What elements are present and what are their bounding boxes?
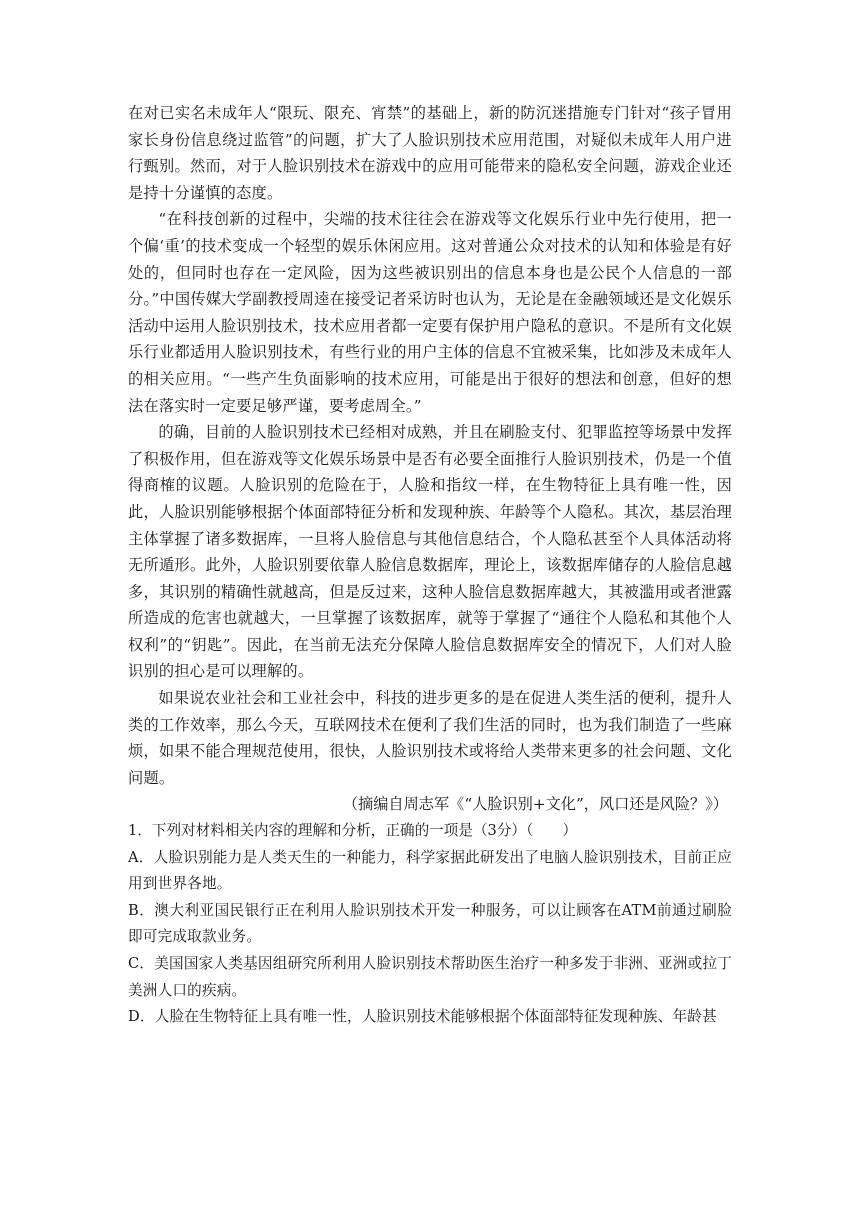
option-c: C．美国国家人类基因组研究所利用人脸识别技术帮助医生治疗一种多发于非洲、亚洲或拉丁美洲人口的疾病。 <box>128 955 732 999</box>
source-citation: （摘编自周志军《“人脸识别+文化”，风口还是风险？》） <box>342 795 728 814</box>
document-page <box>128 100 732 1031</box>
paragraph-3: 的确，目前的人脸识别技术已经相对成熟，并且在刷脸支付、犯罪监控等场景中发挥了积极作用，但在游戏等文化娱乐场景中是否有必要全面推行人脸识别技术，仍是一个值得商榷的议题。人脸识别的危险在于，人脸和指纹一样，在生物特征上具有唯一性，因此，人脸识别能够根据个体面部特征分析和发现种族、年龄等个人隐私。其次，基层治理主体掌握了诸多数据库，一旦将人脸信息与其他信息结合，个人隐私甚至个人具体活动将无所遁形。此外，人脸识别要依靠人脸信息数据库，理论上，该数据库储存的人脸信息越多，其识别的精确性就越高，但是反过来，这种人脸信息数据库越大，其被滥用或者泄露所造成的危害也就越大，一旦掌握了该数据库，就等于掌握了“通往个人隐私和其他个人权利”的“钥匙”。因此，在当前无法充分保障人脸信息数据库安全的情况下，人们对人脸识别的担心是可以理解的。 <box>128 423 732 681</box>
option-a: A．人脸识别能力是人类天生的一种能力，科学家据此研发出了电脑人脸识别技术，目前正应用到世界各地。 <box>128 848 732 893</box>
question-stem: 1．下列对材料相关内容的理解和分析，正确的一项是（3分）（ ） <box>128 822 578 840</box>
paragraph-2: “在科技创新的过程中，尖端的技术往往会在游戏等文化娱乐行业中先行使用，把一个偏‘重’的技术变成一个轻型的娱乐休闲应用。这对普通公众对技术的认知和体验是有好处的，但同时也存在一定风险，因为这些被识别出的信息本身也是公民个人信息的一部分。”中国传媒大学副教授周逵在接受记者采访时也认为，无论是在金融领域还是文化娱乐活动中运用人脸识别技术，技术应用者都一定要有保护用户隐私的意识。不是所有文化娱乐行业都适用人脸识别技术，有些行业的用户主体的信息不宜被采集，比如涉及未成年人的相关应用。“一些产生负面影响的技术应用，可能是出于很好的想法和创意，但好的想法在落实时一定要足够严谨，要考虑周全。” <box>128 210 732 415</box>
option-d: D．人脸在生物特征上具有唯一性，人脸识别技术能够根据个体面部特征发现种族、年龄甚 <box>128 1008 717 1026</box>
option-b: B．澳大利亚国民银行正在利用人脸识别技术开发一种服务，可以让顾客在ATM前通过刷脸即可完成取款业务。 <box>128 901 732 946</box>
paragraph-1: 在对已实名未成年人“限玩、限充、宵禁”的基础上，新的防沉迷措施专门针对“孩子冒用家长身份信息绕过监管”的问题，扩大了人脸识别技术应用范围，对疑似未成年人用户进行甄别。然而，对于人脸识别技术在游戏中的应用可能带来的隐私安全问题，游戏企业还是持十分谨慎的态度。 <box>128 104 732 202</box>
paragraph-4: 如果说农业社会和工业社会中，科技的进步更多的是在促进人类生活的便利，提升人类的工作效率，那么今天，互联网技术在便利了我们生活的同时，也为我们制造了一些麻烦，如果不能合理规范使用，很快，人脸识别技术或将给人类带来更多的社会问题、文化问题。 <box>128 689 732 787</box>
